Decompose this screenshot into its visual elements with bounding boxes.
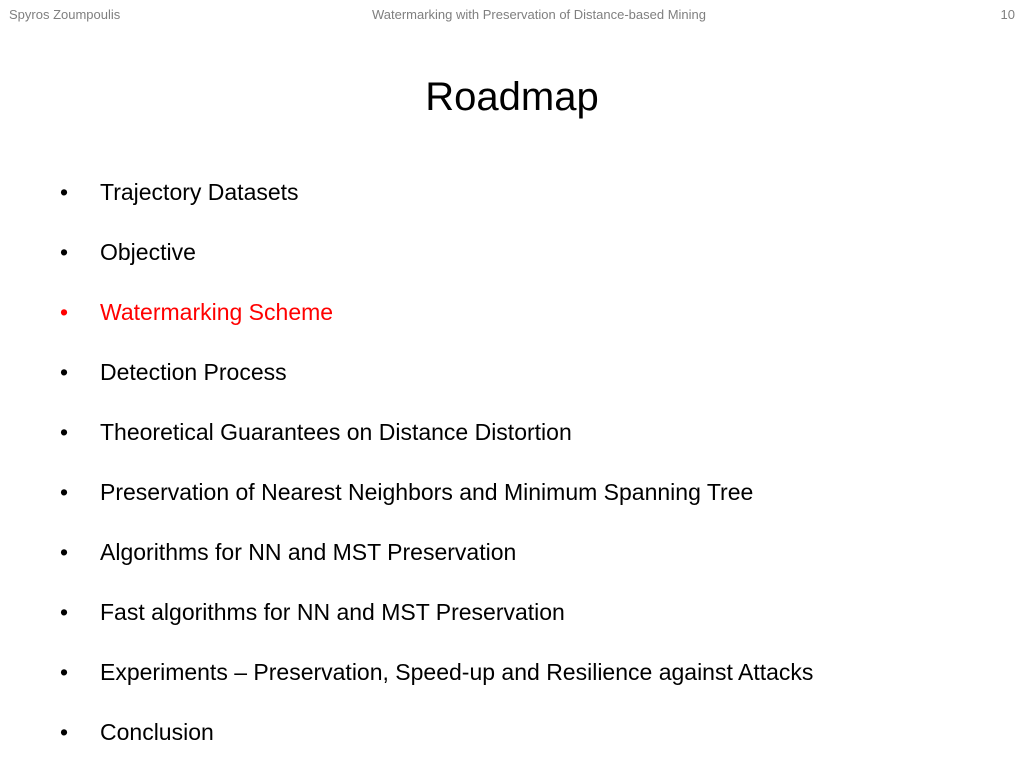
- roadmap-item-preservation-nn-mst: [0, 474, 1024, 534]
- author-name: Spyros Zoumpoulis: [9, 7, 121, 22]
- roadmap-item-detection-process: [0, 354, 1024, 414]
- roadmap-item-conclusion: [0, 714, 1024, 768]
- roadmap-item-label: Algorithms for NN and MST Preservation: [100, 539, 517, 565]
- bullet-icon: •: [60, 239, 69, 265]
- roadmap-item-label: Trajectory Datasets: [100, 179, 299, 205]
- roadmap-item-algorithms: [0, 534, 1024, 594]
- bullet-icon: •: [60, 539, 69, 565]
- bullet-icon: •: [60, 479, 69, 505]
- page-number: 10: [1000, 7, 1015, 22]
- roadmap-item-fast-algorithms: [0, 594, 1024, 654]
- bullet-icon: •: [60, 719, 69, 745]
- roadmap-item-experiments: [0, 654, 1024, 714]
- roadmap-item-theoretical-guarantees: [0, 414, 1024, 474]
- roadmap-item-label: Preservation of Nearest Neighbors and Minimum Spanning Tree: [100, 479, 754, 505]
- roadmap-item-label: Watermarking Scheme: [100, 299, 334, 325]
- slide-header: [0, 0, 1024, 30]
- roadmap-item-trajectory-datasets: [0, 174, 1024, 234]
- roadmap-item-label: Fast algorithms for NN and MST Preservation: [100, 599, 565, 625]
- bullet-icon: •: [60, 359, 69, 385]
- roadmap-item-label: Detection Process: [100, 359, 287, 385]
- roadmap-item-watermarking-scheme: [0, 294, 1024, 354]
- bullet-icon: •: [60, 659, 69, 685]
- roadmap-item-label: Theoretical Guarantees on Distance Distortion: [100, 419, 572, 445]
- bullet-icon: •: [60, 179, 69, 205]
- bullet-icon: •: [60, 419, 69, 445]
- presentation-title: Watermarking with Preservation of Distance-based Mining: [371, 7, 707, 22]
- roadmap-list: [0, 174, 1024, 768]
- slide-title: Roadmap: [425, 75, 599, 119]
- roadmap-item-label: Experiments – Preservation, Speed-up and Resilience against Attacks: [100, 659, 814, 685]
- bullet-icon: •: [60, 599, 69, 625]
- roadmap-item-objective: [0, 234, 1024, 294]
- bullet-icon: •: [60, 299, 69, 325]
- roadmap-item-label: Objective: [100, 239, 196, 265]
- roadmap-item-label: Conclusion: [100, 719, 214, 745]
